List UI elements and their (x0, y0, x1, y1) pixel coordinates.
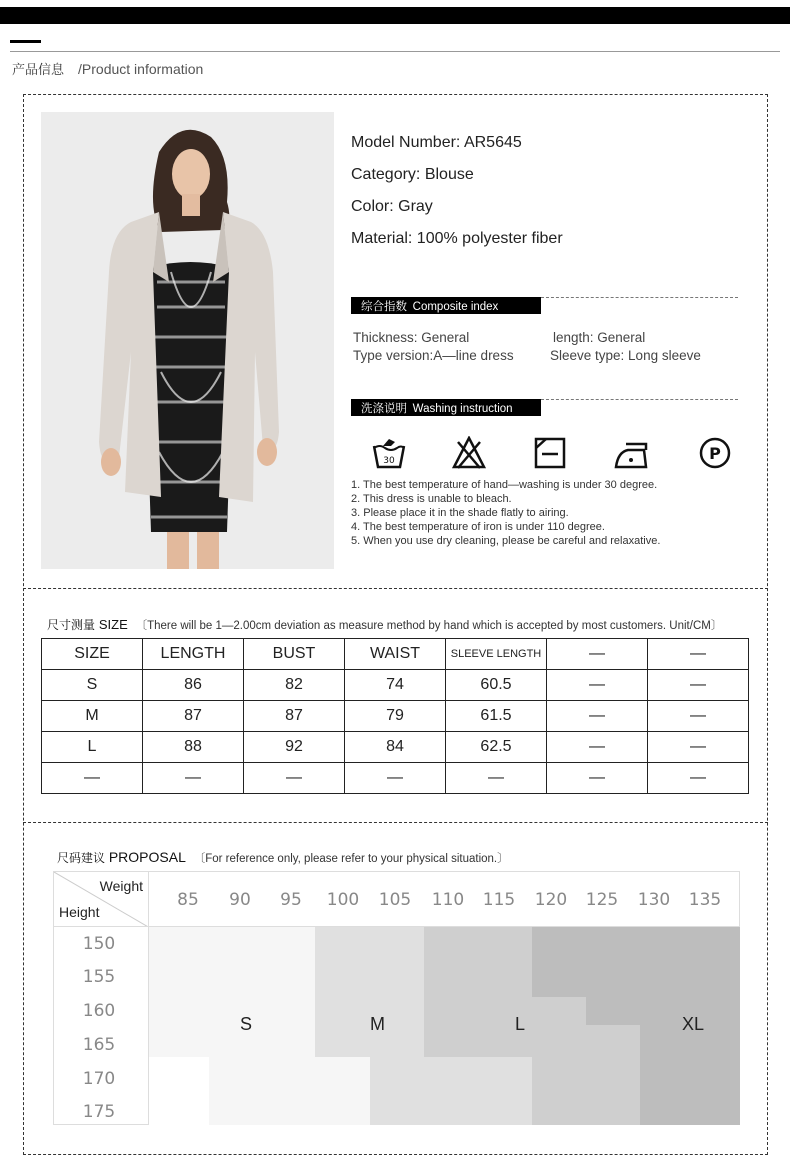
size-header-cell: SLEEVE LENGTH (446, 639, 547, 670)
top-black-bar (0, 7, 790, 24)
proposal-note: 〔For reference only, please refer to your physical situation.〕 (193, 853, 509, 865)
frame-divider-2 (23, 822, 768, 823)
table-cell: — (244, 763, 345, 794)
size-table (41, 638, 749, 794)
dry-clean-icon (697, 436, 733, 470)
table-row (42, 670, 749, 701)
height-column (53, 927, 149, 1125)
weight-value: 120 (534, 890, 568, 910)
table-cell: — (648, 701, 749, 732)
weight-value: 95 (280, 890, 302, 910)
category: Category: Blouse (351, 166, 474, 183)
zone-empty (149, 1057, 209, 1125)
size-header-cell: SIZE (42, 639, 143, 670)
table-cell: 87 (143, 701, 244, 732)
table-row (42, 701, 749, 732)
sleeve-type: Sleeve type: Long sleeve (550, 348, 701, 363)
table-cell: S (42, 670, 143, 701)
weight-header-row (149, 871, 740, 927)
size-zone-label: L (515, 1014, 526, 1034)
proposal-title-en: PROPOSAL (108, 849, 186, 865)
weight-value: 105 (378, 890, 412, 910)
table-cell: 88 (143, 732, 244, 763)
header-accent-dash (10, 40, 41, 43)
washing-line-2: 2. This dress is unable to bleach. (351, 493, 512, 505)
header-rule (10, 51, 780, 52)
composite-label-cn: 综合指数 (361, 299, 407, 313)
type-version: Type version:A—line dress (353, 348, 514, 363)
weight-value: 130 (637, 890, 671, 910)
washing-instruction-bar (351, 399, 541, 416)
size-title-en: SIZE (98, 617, 128, 632)
size-table-header (42, 639, 749, 670)
frame-divider-1 (23, 588, 768, 589)
zone-l-right-step (532, 997, 586, 1057)
table-row (42, 732, 749, 763)
proposal-corner-cell (53, 871, 149, 927)
table-cell: — (648, 670, 749, 701)
size-header-cell: — (547, 639, 648, 670)
table-cell: — (143, 763, 244, 794)
thickness: Thickness: General (353, 330, 470, 345)
washing-line-3: 3. Please place it in the shade flatly to airing. (351, 507, 569, 519)
table-cell: — (648, 732, 749, 763)
washing-label-en: Washing instruction (412, 403, 513, 415)
size-zone-label: XL (682, 1014, 705, 1034)
table-cell: 92 (244, 732, 345, 763)
dry-flat-shade-icon (532, 436, 568, 470)
table-cell: — (547, 670, 648, 701)
zone-l-right-step2 (586, 1025, 640, 1057)
iron-low-icon (612, 436, 648, 470)
size-header-cell: — (648, 639, 749, 670)
section-title-cn: 产品信息 (12, 63, 65, 78)
zone-xl-mid (586, 997, 740, 1025)
table-cell: — (547, 701, 648, 732)
height-value: 170 (82, 1069, 116, 1089)
height-value: 155 (82, 967, 116, 987)
weight-value: 85 (177, 890, 199, 910)
no-bleach-icon (451, 436, 487, 470)
size-note: 〔There will be 1—2.00cm deviation as measure method by hand which is accepted by most customers. Unit/CM〕 (135, 620, 723, 632)
table-cell: M (42, 701, 143, 732)
size-zone-label: S (240, 1014, 253, 1034)
washing-label-cn: 洗涤说明 (361, 401, 407, 415)
table-cell: 84 (345, 732, 446, 763)
svg-text:P: P (709, 444, 721, 463)
zone-s (149, 927, 315, 1057)
height-value: 175 (82, 1102, 116, 1122)
zone-m (315, 927, 424, 1057)
table-cell: 61.5 (446, 701, 547, 732)
table-cell: — (446, 763, 547, 794)
section-title (12, 59, 203, 78)
size-title-cn: 尺寸测量 (47, 618, 96, 632)
proposal-title-cn: 尺码建议 (57, 851, 106, 865)
height-value: 160 (82, 1001, 116, 1021)
weight-value: 110 (431, 890, 465, 910)
material: Material: 100% polyester fiber (351, 230, 563, 247)
height-label: Height (59, 904, 100, 920)
table-cell: — (547, 732, 648, 763)
table-cell: 86 (143, 670, 244, 701)
table-cell: — (345, 763, 446, 794)
model-number: Model Number: AR5645 (351, 134, 522, 151)
table-cell: L (42, 732, 143, 763)
composite-index-bar (351, 297, 541, 314)
washing-line-4: 4. The best temperature of iron is under 110 degree. (351, 521, 605, 533)
weight-value: 90 (229, 890, 251, 910)
table-row (42, 763, 749, 794)
size-section-title (47, 616, 722, 633)
height-value: 165 (82, 1035, 116, 1055)
zone-xl (532, 927, 740, 997)
height-value: 150 (82, 934, 116, 954)
composite-rule (541, 297, 738, 298)
table-cell: 62.5 (446, 732, 547, 763)
weight-value: 125 (585, 890, 619, 910)
composite-label-en: Composite index (412, 301, 499, 313)
zone-m-lower (370, 1057, 532, 1125)
weight-value: 135 (688, 890, 722, 910)
table-cell: 60.5 (446, 670, 547, 701)
color: Color: Gray (351, 198, 433, 215)
weight-label: Weight (99, 878, 143, 894)
hand-wash-icon (371, 436, 407, 470)
washing-line-1: 1. The best temperature of hand—washing is under 30 degree. (351, 479, 658, 491)
size-header-cell: LENGTH (143, 639, 244, 670)
product-photo (41, 112, 334, 569)
table-cell: 87 (244, 701, 345, 732)
zone-xl-lower (640, 1025, 740, 1125)
size-header-cell: WAIST (345, 639, 446, 670)
zone-s-lower (209, 1057, 370, 1125)
weight-value: 100 (326, 890, 360, 910)
table-cell: — (42, 763, 143, 794)
section-title-en: /Product information (78, 61, 204, 77)
weight-value: 115 (482, 890, 516, 910)
length: length: General (553, 330, 646, 345)
size-header-cell: BUST (244, 639, 345, 670)
washing-rule (541, 399, 738, 400)
size-zone-label: M (370, 1014, 385, 1034)
zone-l-lower (532, 1057, 640, 1125)
svg-text:30: 30 (383, 456, 395, 466)
table-cell: 82 (244, 670, 345, 701)
table-cell: 79 (345, 701, 446, 732)
washing-line-5: 5. When you use dry cleaning, please be careful and relaxative. (351, 535, 661, 547)
table-cell: — (547, 763, 648, 794)
table-cell: 74 (345, 670, 446, 701)
table-cell: — (648, 763, 749, 794)
proposal-section-title (57, 849, 509, 866)
